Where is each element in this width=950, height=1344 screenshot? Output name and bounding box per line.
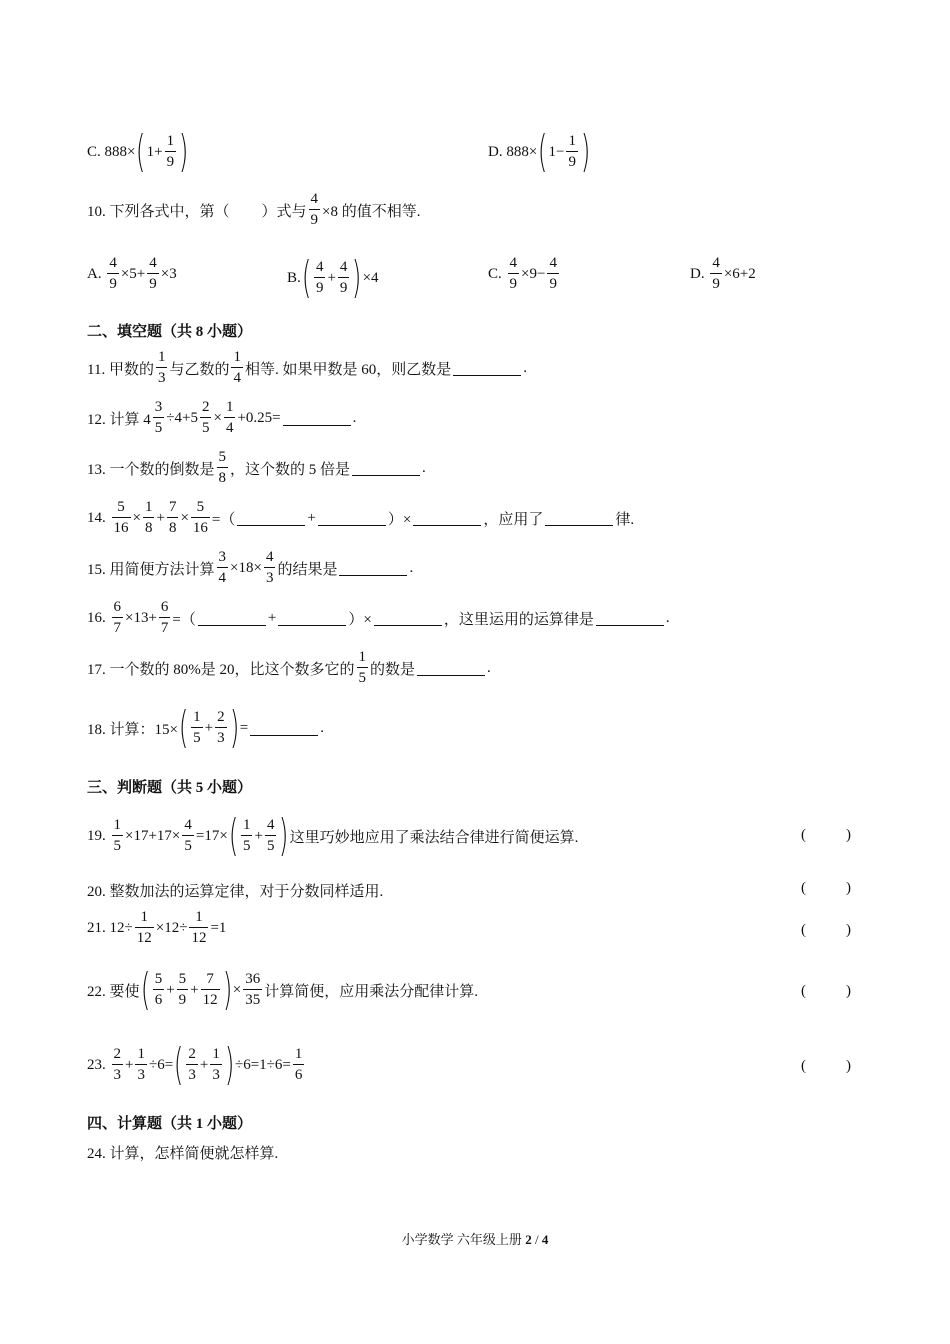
paren-close: ) (846, 1058, 851, 1074)
denominator: 7 (159, 617, 171, 636)
numerator: 1 (140, 909, 148, 925)
fraction (508, 256, 520, 292)
denominator: 9 (177, 989, 189, 1008)
text: + (199, 1056, 209, 1073)
text: . (665, 609, 670, 626)
q15 (87, 550, 413, 586)
numerator: 1 (193, 709, 201, 725)
denominator: 9 (165, 151, 177, 170)
paren-open: ( (801, 880, 806, 896)
numerator: 5 (196, 499, 205, 515)
numerator: 5 (117, 499, 125, 515)
text: =1 (210, 919, 227, 936)
denominator: 12 (189, 927, 208, 946)
q23-answer-paren[interactable] (801, 1058, 851, 1075)
numerator: 4 (266, 817, 275, 833)
denominator: 6 (153, 989, 165, 1008)
fraction (201, 972, 220, 1008)
denominator: 9 (309, 209, 321, 228)
numerator: 1 (294, 1046, 303, 1062)
numerator: 1 (568, 133, 576, 149)
q9-option-c (87, 126, 189, 177)
paren-open: ( (301, 252, 312, 303)
answer-blank[interactable] (545, 511, 613, 526)
page-footer (0, 1229, 950, 1248)
text: + (254, 827, 263, 844)
q9-option-d (488, 126, 591, 177)
q18 (87, 702, 324, 753)
option-label: C. (488, 265, 502, 282)
answer-blank[interactable] (250, 721, 318, 736)
answer-blank[interactable] (278, 611, 346, 626)
denominator: 9 (147, 273, 159, 292)
q19-answer-paren[interactable] (801, 827, 851, 844)
text: + (307, 509, 316, 526)
denominator: 9 (338, 277, 350, 296)
expr-part: 1− (548, 143, 565, 160)
denominator: 4 (224, 417, 236, 436)
text: ×18× (230, 559, 262, 576)
paren-close: ) (846, 983, 851, 999)
fraction (112, 600, 124, 636)
fraction (264, 550, 276, 586)
q21-answer-paren[interactable] (801, 922, 851, 939)
expr-part: ×9− (521, 265, 546, 282)
denominator: 7 (112, 617, 124, 636)
denominator: 16 (112, 517, 131, 536)
text: = (239, 719, 249, 736)
fraction (107, 256, 119, 292)
section-3-heading: 三、判断题（共 5 小题） (87, 780, 253, 796)
paren-open: ( (801, 922, 806, 938)
answer-blank[interactable] (417, 661, 485, 676)
denominator: 16 (191, 517, 210, 536)
text: =（ (211, 511, 236, 528)
text: ×17+17× (125, 827, 181, 844)
text: + (190, 981, 199, 998)
fraction (241, 818, 253, 854)
paren-close: ) (846, 827, 851, 843)
answer-blank[interactable] (352, 461, 420, 476)
numerator: 4 (712, 255, 720, 271)
numerator: 1 (212, 1046, 220, 1062)
denominator: 9 (547, 273, 559, 292)
numerator: 4 (109, 255, 117, 271)
footer-page-total: 4 (541, 1232, 549, 1247)
expr-part: ×6+2 (723, 265, 756, 282)
fraction (143, 500, 155, 536)
text: . (523, 359, 527, 376)
stem-text: 10. 下列各式中，第（ (87, 203, 230, 220)
denominator: 8 (167, 517, 179, 536)
text: 21. 12÷ (87, 919, 133, 936)
text: ×13+ (125, 609, 157, 626)
text: 18. 计算：15× (87, 721, 178, 738)
text: 14. (87, 509, 106, 526)
numerator: 1 (157, 349, 166, 365)
q23 (87, 1039, 306, 1090)
q20-answer-paren[interactable] (801, 880, 851, 897)
denominator: 5 (153, 417, 165, 436)
text: ×12÷ (155, 919, 188, 936)
denominator: 12 (135, 927, 154, 946)
denominator: 4 (217, 567, 229, 586)
numerator: 3 (154, 399, 163, 415)
answer-blank[interactable] (339, 561, 407, 576)
numerator: 1 (166, 133, 175, 149)
numerator: 4 (549, 255, 557, 271)
numerator: 4 (310, 191, 319, 207)
q10-option-d (690, 256, 756, 292)
numerator: 6 (160, 599, 169, 615)
numerator: 1 (233, 349, 241, 365)
paren-open: ( (801, 1058, 806, 1074)
footer-separator: / (531, 1232, 542, 1247)
fraction (357, 650, 369, 686)
numerator: 2 (113, 1046, 121, 1062)
paren-close: ) (279, 810, 289, 861)
fraction (309, 192, 321, 228)
text: 12. 计算 4 (87, 411, 151, 428)
text: 13. 一个数的倒数是 (87, 461, 215, 478)
option-label: D. (690, 265, 705, 282)
numerator: 4 (339, 259, 348, 275)
fraction (338, 260, 350, 296)
denominator: 3 (264, 567, 276, 586)
fraction (566, 134, 578, 170)
text: ，这里运用的运算律是 (443, 611, 594, 628)
q10-stem (87, 192, 421, 228)
denominator: 3 (215, 727, 227, 746)
text: 19. (87, 827, 106, 844)
text: + (267, 609, 277, 626)
fraction (135, 910, 154, 946)
fraction (112, 500, 131, 536)
numerator: 5 (154, 971, 163, 987)
q13 (87, 450, 426, 486)
numerator: 2 (188, 1046, 196, 1062)
denominator: 5 (241, 835, 253, 854)
numerator: 3 (218, 549, 227, 565)
denominator: 5 (191, 727, 203, 746)
fraction (186, 1047, 198, 1083)
fraction (167, 500, 179, 536)
answer-blank[interactable] (413, 511, 481, 526)
text: ÷6=1÷6= (234, 1056, 291, 1073)
denominator: 4 (231, 367, 243, 386)
expr-part: ×3 (160, 265, 177, 282)
numerator: 2 (217, 709, 225, 725)
section-4-heading: 四、计算题（共 1 小题） (87, 1116, 253, 1132)
paren-open: ( (801, 827, 806, 843)
numerator: 1 (358, 649, 366, 665)
numerator: 7 (168, 499, 177, 515)
denominator: 3 (156, 367, 168, 386)
q20: 20. 整数加法的运算定律，对于分数同样适用. (87, 884, 384, 900)
paren-open: ( (140, 964, 150, 1015)
q10-option-b (287, 252, 379, 303)
fraction (191, 500, 210, 536)
denominator: 3 (186, 1064, 198, 1083)
answer-blank[interactable] (283, 411, 351, 426)
fraction (165, 134, 177, 170)
fraction (189, 910, 208, 946)
paren-open: ( (174, 1039, 184, 1090)
fraction (112, 1047, 124, 1083)
q10-option-c (488, 256, 561, 292)
text: + (204, 719, 214, 736)
numerator: 7 (206, 971, 214, 987)
text: 22. 要使 (87, 983, 140, 1000)
text: 的数是 (370, 661, 416, 678)
text: + (125, 1056, 134, 1073)
denominator: 8 (217, 467, 229, 486)
text: + (156, 509, 165, 526)
denominator: 9 (566, 151, 578, 170)
text: 23. (87, 1056, 106, 1073)
q14 (87, 500, 634, 536)
text: . (409, 559, 414, 576)
text: =17× (195, 827, 228, 844)
fraction (217, 450, 229, 486)
denominator: 3 (112, 1064, 124, 1083)
fraction (210, 1047, 222, 1083)
answer-blank[interactable] (318, 511, 386, 526)
fraction (153, 972, 165, 1008)
answer-blank[interactable] (237, 511, 305, 526)
paren-open: ( (538, 126, 548, 177)
stem-text: ×8 的值不相等. (322, 203, 421, 220)
numerator: 1 (137, 1046, 145, 1062)
text: 与乙数的 (169, 361, 230, 378)
numerator: 4 (315, 259, 324, 275)
fraction (156, 350, 168, 386)
text: . (352, 409, 357, 426)
text: 的结果是 (277, 561, 338, 578)
paren-close: ) (178, 126, 189, 177)
denominator: 5 (112, 835, 124, 854)
denominator: 5 (182, 835, 194, 854)
denominator: 5 (200, 417, 212, 436)
text: . (422, 459, 426, 476)
answer-blank[interactable] (596, 611, 664, 626)
q21 (87, 910, 226, 946)
paren-close: ) (846, 922, 851, 938)
text: . (320, 719, 324, 736)
denominator: 5 (357, 667, 369, 686)
fraction (224, 400, 236, 436)
numerator: 1 (195, 909, 203, 925)
text: ）× (348, 611, 372, 628)
paren-close: ) (352, 252, 362, 303)
fraction (112, 818, 124, 854)
denominator: 3 (135, 1064, 147, 1083)
numerator: 5 (178, 971, 187, 987)
text: ，应用了 (483, 511, 544, 528)
text: × (132, 509, 141, 526)
denominator: 3 (210, 1064, 222, 1083)
denominator: 35 (243, 989, 262, 1008)
numerator: 4 (509, 255, 518, 271)
q12 (87, 400, 356, 436)
option-c-label: C. 888× (87, 143, 136, 160)
paren-open: ( (178, 702, 189, 753)
fraction (182, 818, 194, 854)
text: ）× (387, 511, 412, 528)
paren-open: ( (801, 983, 806, 999)
text: 11. 甲数的 (87, 361, 154, 378)
answer-blank[interactable] (374, 611, 442, 626)
text: 17. 一个数的 80%是 20，比这个数多它的 (87, 661, 355, 678)
paren-close: ) (224, 1039, 235, 1090)
text: + (166, 981, 175, 998)
option-label: A. (87, 265, 102, 282)
text: ，这个数的 5 倍是 (230, 461, 351, 478)
denominator: 9 (107, 273, 119, 292)
paren-close: ) (229, 702, 239, 753)
fraction (177, 972, 189, 1008)
numerator: 1 (144, 499, 153, 515)
expr-part: ×5+ (120, 265, 146, 282)
denominator: 9 (314, 277, 326, 296)
q11 (87, 350, 527, 386)
fraction (159, 600, 171, 636)
text: . (487, 659, 491, 676)
paren-close: ) (222, 964, 232, 1015)
q22-answer-paren[interactable] (801, 983, 851, 1000)
paren-close: ) (580, 126, 591, 177)
fraction (243, 972, 262, 1008)
section-2-heading: 二、填空题（共 8 小题） (87, 324, 253, 340)
numerator: 4 (265, 549, 274, 565)
denominator: 8 (143, 517, 155, 536)
paren-open: ( (228, 810, 239, 861)
expr-part: + (327, 269, 336, 286)
q24: 24. 计算，怎样简便就怎样算. (87, 1146, 279, 1162)
fraction (217, 550, 229, 586)
option-label: B. (287, 269, 301, 286)
denominator: 6 (293, 1064, 305, 1083)
numerator: 1 (113, 817, 121, 833)
numerator: 36 (245, 971, 261, 987)
text: × (180, 509, 189, 526)
footer-subject: 小学数学 六年级上册 (401, 1232, 526, 1247)
answer-blank[interactable] (198, 611, 266, 626)
fraction (135, 1047, 147, 1083)
fraction (231, 350, 243, 386)
numerator: 1 (225, 399, 234, 415)
expr-part: 1+ (146, 143, 163, 160)
fraction (215, 710, 227, 746)
fraction (147, 256, 159, 292)
numerator: 4 (184, 817, 192, 833)
fraction (314, 260, 326, 296)
text: 相等. 如果甲数是 60，则乙数是 (244, 361, 452, 378)
text: × (213, 409, 222, 426)
numerator: 6 (113, 599, 121, 615)
text: =（ (172, 611, 196, 628)
text: 计算简便，应用乘法分配律计算. (264, 983, 479, 1000)
paren-close: ) (846, 880, 851, 896)
fraction (293, 1047, 305, 1083)
fraction (710, 256, 722, 292)
q16 (87, 600, 670, 636)
fraction (191, 710, 203, 746)
stem-text: ）式与 (261, 203, 307, 220)
denominator: 9 (508, 273, 520, 292)
q17 (87, 650, 491, 686)
fraction (547, 256, 559, 292)
numerator: 5 (218, 449, 227, 465)
denominator: 5 (265, 835, 277, 854)
text: 律. (615, 511, 635, 528)
text: 15. 用简便方法计算 (87, 561, 215, 578)
denominator: 9 (710, 273, 722, 292)
paren-open: ( (136, 126, 146, 177)
answer-blank[interactable] (453, 361, 521, 376)
fraction (153, 400, 165, 436)
denominator: 12 (201, 989, 220, 1008)
numerator: 2 (201, 399, 210, 415)
text: +0.25= (237, 409, 281, 426)
fraction (265, 818, 277, 854)
text: ÷4+5 (166, 409, 198, 426)
footer-page-number: 2 (525, 1232, 532, 1247)
fraction (200, 400, 212, 436)
q22 (87, 964, 479, 1015)
text: ÷6= (148, 1056, 174, 1073)
text: 这里巧妙地应用了乘法结合律进行简便运算. (289, 829, 579, 846)
text: 16. (87, 609, 106, 626)
q10-option-a (87, 256, 177, 292)
text: × (232, 981, 242, 998)
q19 (87, 810, 579, 861)
expr-part: ×4 (362, 269, 379, 286)
numerator: 1 (242, 817, 251, 833)
option-d-label: D. 888× (488, 143, 538, 160)
numerator: 4 (149, 255, 157, 271)
